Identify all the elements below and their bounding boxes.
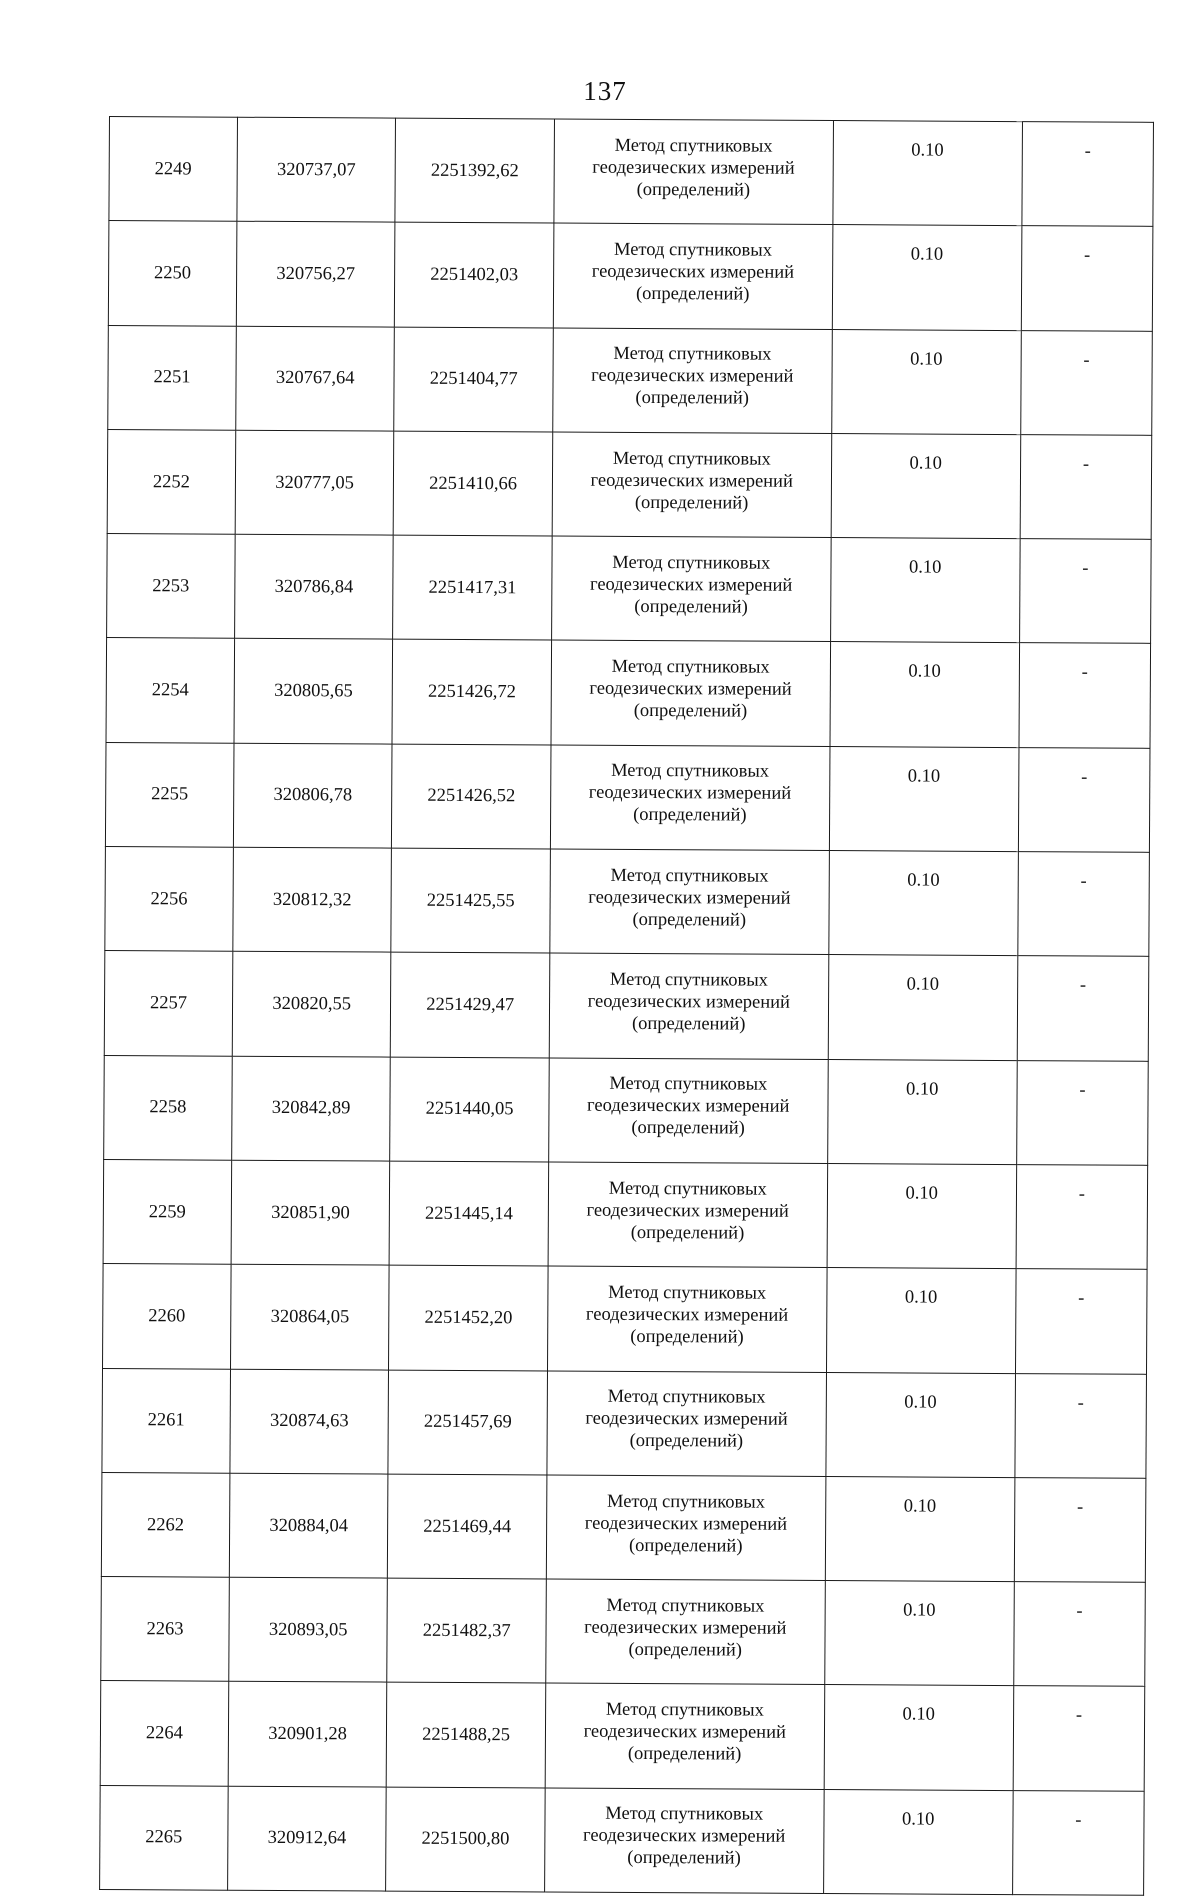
method-line: Метод спутниковых (611, 656, 770, 678)
method-line: (определений) (635, 388, 749, 409)
method-cell (546, 1579, 825, 1685)
note-cell: - (1017, 956, 1149, 1061)
table-body (100, 117, 1154, 1896)
method-line: (определений) (633, 701, 748, 722)
method-line: (определений) (628, 1639, 742, 1661)
accuracy-cell: 0.10 (824, 1685, 1014, 1790)
coordinates-table-wrapper (99, 116, 1154, 1896)
note-cell: - (1022, 122, 1154, 227)
method-cell (551, 640, 830, 746)
method-cell (547, 1371, 826, 1477)
method-cell (553, 223, 832, 329)
note-cell: - (1012, 1790, 1144, 1895)
note-cell: - (1018, 852, 1150, 957)
accuracy-cell: 0.10 (828, 851, 1018, 956)
table-row (108, 221, 1153, 331)
method-line: геодезических измерений (588, 783, 792, 805)
point-number-cell: 2256 (105, 847, 233, 952)
table-row (101, 1577, 1146, 1687)
accuracy-cell: 0.10 (833, 121, 1023, 226)
accuracy-cell: 0.10 (832, 225, 1022, 330)
x-coordinate-cell: 320805,65 (234, 639, 393, 744)
point-number-cell: 2262 (101, 1472, 229, 1577)
method-line: (определений) (630, 1222, 745, 1244)
method-line: Метод спутниковых (606, 1595, 765, 1617)
method-line: Метод спутниковых (606, 1491, 766, 1513)
accuracy-cell: 0.10 (831, 329, 1021, 434)
method-cell (549, 1058, 828, 1164)
y-coordinate-cell: 2251404,77 (394, 327, 553, 432)
note-cell: - (1015, 1269, 1147, 1374)
point-number-cell: 2249 (109, 117, 237, 222)
accuracy-cell: 0.10 (828, 955, 1018, 1060)
method-line: (определений) (627, 1848, 741, 1869)
method-line: Метод спутниковых (611, 761, 770, 783)
point-number-cell: 2255 (105, 742, 233, 847)
x-coordinate-cell: 320820,55 (232, 952, 391, 1057)
method-line: геодезических измерений (584, 1617, 787, 1639)
method-line: геодезических измерений (591, 261, 795, 283)
table-row (109, 117, 1154, 227)
method-cell (550, 849, 829, 955)
accuracy-cell: 0.10 (823, 1789, 1013, 1894)
method-line: геодезических измерений (588, 887, 791, 909)
note-cell: - (1019, 539, 1151, 644)
x-coordinate-cell: 320767,64 (236, 326, 395, 431)
method-line: Метод спутниковых (610, 865, 769, 887)
point-number-cell: 2251 (108, 325, 236, 430)
method-line: (определений) (631, 1118, 745, 1139)
x-coordinate-cell: 320912,64 (227, 1786, 386, 1891)
method-cell (550, 745, 829, 851)
method-line: Метод спутниковых (609, 1074, 768, 1096)
method-line: Метод спутниковых (614, 135, 773, 157)
point-number-cell: 2258 (104, 1055, 232, 1160)
note-cell: - (1013, 1582, 1145, 1687)
x-coordinate-cell: 320842,89 (232, 1056, 391, 1161)
coordinates-table (99, 116, 1154, 1896)
point-number-cell: 2265 (100, 1785, 228, 1890)
point-number-cell: 2253 (107, 534, 235, 639)
point-number-cell: 2254 (106, 638, 234, 743)
x-coordinate-cell: 320737,07 (237, 117, 396, 222)
method-line: геодезических измерений (584, 1513, 788, 1535)
x-coordinate-cell: 320851,90 (231, 1160, 390, 1265)
y-coordinate-cell: 2251488,25 (387, 1683, 546, 1788)
method-line: геодезических измерений (582, 1826, 786, 1848)
accuracy-cell: 0.10 (826, 1372, 1016, 1477)
method-line: Метод спутниковых (613, 344, 772, 365)
method-line: геодезических измерений (591, 365, 794, 388)
table-row (103, 1159, 1148, 1269)
method-line: Метод спутниковых (607, 1387, 766, 1408)
accuracy-cell: 0.10 (829, 746, 1019, 851)
point-number-cell: 2252 (107, 429, 235, 534)
point-number-cell: 2261 (102, 1368, 230, 1473)
point-number-cell: 2260 (103, 1264, 231, 1369)
method-cell (554, 119, 833, 225)
method-line: геодезических измерений (590, 470, 793, 492)
method-line: Метод спутниковых (612, 448, 771, 470)
method-line: геодезических измерений (583, 1721, 786, 1743)
x-coordinate-cell: 320806,78 (233, 743, 392, 848)
note-cell: - (1020, 434, 1152, 539)
accuracy-cell: 0.10 (827, 1059, 1017, 1164)
method-line: геодезических измерений (589, 574, 793, 596)
table-row (100, 1785, 1145, 1895)
table-row (107, 429, 1152, 539)
method-line: геодезических измерений (587, 991, 791, 1013)
method-cell (549, 953, 828, 1059)
y-coordinate-cell: 2251426,52 (392, 744, 551, 849)
point-number-cell: 2250 (108, 221, 236, 326)
x-coordinate-cell: 320864,05 (230, 1264, 389, 1369)
method-cell (551, 536, 830, 642)
table-row (102, 1368, 1147, 1478)
x-coordinate-cell: 320756,27 (236, 222, 395, 327)
x-coordinate-cell: 320874,63 (230, 1369, 389, 1474)
table-row (106, 638, 1151, 748)
method-line: геодезических измерений (589, 678, 792, 700)
table-row (108, 325, 1153, 435)
method-line: Метод спутниковых (612, 552, 771, 574)
method-line: геодезических измерений (587, 1095, 790, 1118)
note-cell: - (1020, 330, 1152, 435)
y-coordinate-cell: 2251410,66 (394, 431, 553, 536)
table-row (100, 1681, 1145, 1791)
method-cell (547, 1266, 826, 1372)
point-number-cell: 2263 (101, 1577, 229, 1682)
x-coordinate-cell: 320777,05 (235, 430, 394, 535)
x-coordinate-cell: 320812,32 (233, 847, 392, 952)
x-coordinate-cell: 320901,28 (228, 1682, 387, 1787)
x-coordinate-cell: 320786,84 (234, 534, 393, 639)
page-number: 137 (583, 76, 627, 106)
table-row (104, 951, 1149, 1061)
x-coordinate-cell: 320884,04 (229, 1473, 388, 1578)
method-cell (545, 1683, 824, 1789)
point-number-cell: 2257 (104, 951, 232, 1056)
method-line: геодезических измерений (592, 157, 795, 179)
y-coordinate-cell: 2251426,72 (392, 640, 551, 745)
note-cell: - (1015, 1373, 1147, 1478)
note-cell: - (1014, 1477, 1146, 1582)
method-line: Метод спутниковых (605, 1699, 764, 1721)
method-cell (552, 432, 831, 538)
point-number-cell: 2264 (100, 1681, 228, 1786)
accuracy-cell: 0.10 (830, 538, 1020, 643)
x-coordinate-cell: 320893,05 (229, 1577, 388, 1682)
method-line: Метод спутниковых (613, 239, 773, 261)
note-cell: - (1013, 1686, 1145, 1791)
accuracy-cell: 0.10 (830, 642, 1020, 747)
method-cell (544, 1788, 823, 1894)
note-cell: - (1016, 1165, 1148, 1270)
method-line: (определений) (632, 909, 747, 931)
y-coordinate-cell: 2251392,62 (395, 118, 554, 223)
note-cell: - (1016, 1060, 1148, 1165)
method-line: (определений) (631, 1013, 746, 1035)
y-coordinate-cell: 2251402,03 (395, 222, 554, 327)
y-coordinate-cell: 2251500,80 (386, 1787, 545, 1892)
method-line: (определений) (630, 1326, 744, 1348)
note-cell: - (1021, 226, 1153, 331)
table-row (107, 534, 1152, 644)
method-cell (546, 1475, 825, 1581)
note-cell: - (1018, 747, 1150, 852)
y-coordinate-cell: 2251452,20 (389, 1265, 548, 1370)
accuracy-cell: 0.10 (827, 1163, 1017, 1268)
method-line: геодезических измерений (585, 1408, 788, 1431)
accuracy-cell: 0.10 (824, 1581, 1014, 1686)
table-row (101, 1472, 1146, 1582)
method-line: (определений) (636, 179, 751, 201)
method-line: (определений) (634, 596, 748, 618)
accuracy-cell: 0.10 (826, 1268, 1016, 1373)
y-coordinate-cell: 2251425,55 (391, 848, 550, 953)
y-coordinate-cell: 2251440,05 (390, 1057, 549, 1162)
method-line: (определений) (633, 805, 747, 826)
method-line: (определений) (629, 1431, 744, 1452)
accuracy-cell: 0.10 (831, 433, 1021, 538)
y-coordinate-cell: 2251469,44 (388, 1474, 547, 1579)
table-row (104, 1055, 1149, 1165)
point-number-cell: 2259 (103, 1159, 231, 1264)
y-coordinate-cell: 2251457,69 (388, 1370, 547, 1475)
method-line: (определений) (634, 492, 749, 514)
method-line: (определений) (629, 1535, 743, 1557)
method-line: (определений) (635, 283, 750, 305)
y-coordinate-cell: 2251445,14 (389, 1161, 548, 1266)
method-line: геодезических измерений (585, 1304, 789, 1326)
method-line: Метод спутниковых (608, 1178, 767, 1200)
y-coordinate-cell: 2251417,31 (393, 535, 552, 640)
table-row (103, 1264, 1148, 1374)
method-line: Метод спутниковых (608, 1282, 767, 1304)
method-line: (определений) (627, 1744, 742, 1765)
method-line: Метод спутниковых (609, 969, 768, 991)
method-cell (553, 328, 832, 434)
table-row (105, 742, 1150, 852)
method-cell (548, 1162, 827, 1268)
y-coordinate-cell: 2251429,47 (391, 952, 550, 1057)
note-cell: - (1019, 643, 1151, 748)
method-line: геодезических измерений (586, 1200, 789, 1222)
y-coordinate-cell: 2251482,37 (387, 1578, 546, 1683)
table-row (105, 847, 1150, 957)
accuracy-cell: 0.10 (825, 1476, 1015, 1581)
method-line: Метод спутниковых (605, 1804, 764, 1826)
